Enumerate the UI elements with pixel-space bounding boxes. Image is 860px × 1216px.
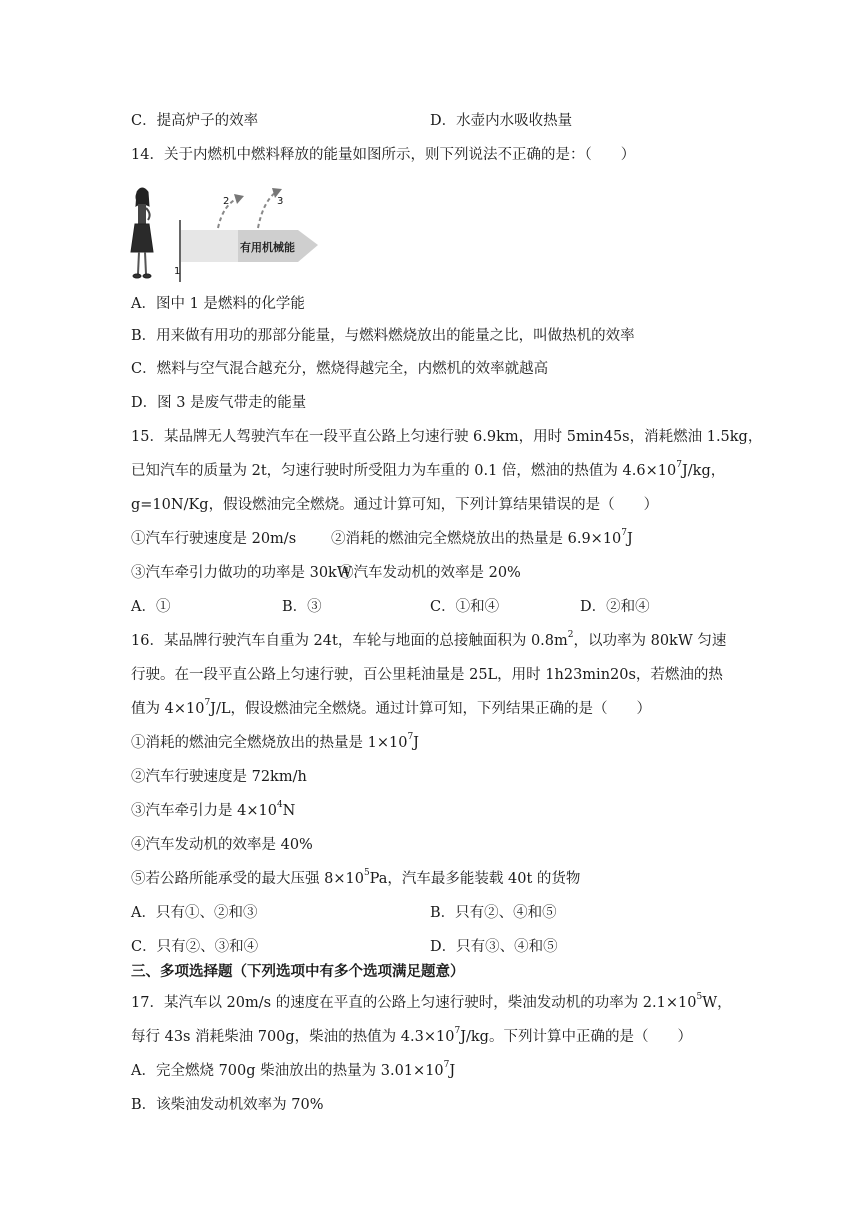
q14-option-a[interactable]: A．图中 1 是燃料的化学能 [131, 296, 305, 312]
q14-option-d[interactable]: D．图 3 是废气带走的能量 [131, 395, 307, 411]
q16-stem-line2: 行驶。在一段平直公路上匀速行驶，百公里耗油量是 25L，用时 1h23min20s，若燃油的热 [131, 667, 723, 683]
q17-option-b[interactable]: B．该柴油发动机效率为 70% [131, 1097, 324, 1113]
q16-statement-2: ②汽车行驶速度是 72km/h [131, 769, 307, 785]
q16-stem-line3: 值为 $4\times 10^7J/L$，假设燃油完全燃烧。通过计算可知，下列结果正确的是（ ） [131, 698, 651, 717]
figure-label-1: 1 [174, 266, 181, 277]
q15-stem-line1: 15．某品牌无人驾驶汽车在一段平直公路上匀速行驶 6.9km，用时 5min45s，消耗燃油 1.5kg， [131, 429, 763, 445]
q15-option-c[interactable]: C．①和④ [430, 599, 500, 615]
figure-label-3: 3 [277, 196, 284, 207]
q14-option-b[interactable]: B．用来做有用功的那部分能量，与燃料燃烧放出的能量之比，叫做热机的效率 [131, 328, 635, 344]
q17-stem-line2: 每行 43s 消耗柴油 700g，柴油的热值为 $4.3\times 10^7J/kg$。下列计算中正确的是（ ） [131, 1026, 692, 1045]
section-3-heading: 三、多项选择题（下列选项中有多个选项满足题意） [131, 964, 465, 980]
q16-stem-line1: 16．某品牌行驶汽车自重为 24t，车轮与地面的总接触面积为 $0.8m^2$，以功率为 80kW 匀速 [131, 630, 727, 649]
branch-3-arrow [258, 192, 276, 228]
q15-stem-line3: g=10N/Kg，假设燃油完全燃烧。通过计算可知，下列计算结果错误的是（ ） [131, 497, 659, 513]
useful-mechanical-energy-label: 有用机械能 [240, 241, 295, 254]
q16-option-a[interactable]: A．只有①、②和③ [131, 905, 258, 921]
q17-stem-line1: 17．某汽车以 20m/s 的速度在平直的公路上匀速行驶时，柴油发动机的功率为 $2.1\times 10^5W$， [131, 992, 732, 1011]
energy-flow-diagram [128, 180, 328, 285]
q15-statement-3: ③汽车牵引力做功的功率是 30kW [131, 565, 352, 581]
q15-option-b[interactable]: B．③ [282, 599, 322, 615]
q16-option-c[interactable]: C．只有②、③和④ [131, 939, 259, 955]
q16-option-b[interactable]: B．只有②、④和⑤ [430, 905, 557, 921]
q15-statement-1: ①汽车行驶速度是 20m/s [131, 531, 297, 547]
q17-option-a[interactable]: A．完全燃烧 700g 柴油放出的热量为 $3.01\times 10^7J$ [131, 1060, 456, 1079]
q13-option-c-text: C．提高炉子的效率 [131, 113, 259, 129]
q15-option-d[interactable]: D．②和④ [580, 599, 650, 615]
q16-statement-5: ⑤若公路所能承受的最大压强 $8\times 10^5Pa$，汽车最多能装载 40t 的货物 [131, 868, 581, 887]
q15-option-a[interactable]: A．① [131, 599, 171, 615]
figure-label-2: 2 [223, 196, 230, 207]
girl-icon [131, 188, 153, 278]
q15-statement-4: ④汽车发动机的效率是 20% [339, 565, 521, 581]
q16-option-d[interactable]: D．只有③、④和⑤ [430, 939, 558, 955]
q13-option-d-text: D．水壶内水吸收热量 [430, 113, 573, 129]
q15-stem-line2: 已知汽车的质量为 2t，匀速行驶时所受阻力为车重的 0.1 倍，燃油的热值为 $4.6\times 10^7J/kg$， [131, 460, 726, 479]
q14-stem: 14．关于内燃机中燃料释放的能量如图所示，则下列说法不正确的是：（ ） [131, 147, 636, 163]
q15-statement-2: ②消耗的燃油完全燃烧放出的热量是 $6.9\times 10^7J$ [331, 528, 633, 547]
energy-flow-figure [128, 180, 328, 285]
q16-statement-4: ④汽车发动机的效率是 40% [131, 837, 313, 853]
q16-statement-3: ③汽车牵引力是 $4\times 10^4N$ [131, 800, 296, 819]
q13-option-d[interactable] [430, 111, 572, 131]
q16-statement-1: ①消耗的燃油完全燃烧放出的热量是 $1\times 10^7J$ [131, 732, 419, 751]
q14-option-c[interactable]: C．燃料与空气混合越充分，燃烧得越完全，内燃机的效率就越高 [131, 361, 549, 377]
